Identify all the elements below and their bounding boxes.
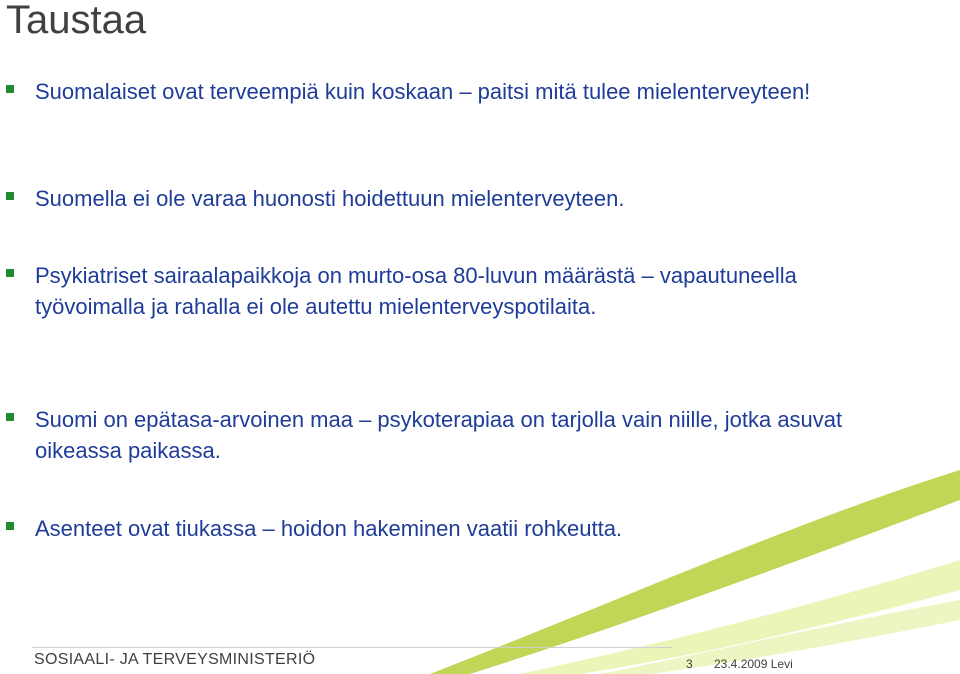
bullet-text: Suomalaiset ovat terveempiä kuin koskaan – paitsi mitä tulee mielenterveyteen! <box>35 79 811 104</box>
ministry-logo: SOSIAALI- JA TERVEYSMINISTERIÖ <box>34 651 316 668</box>
bullet-text: Psykiatriset sairaalapaikkoja on murto-osa 80-luvun määrästä – vapautuneella työvoimalla ja rahalla ei ole autettu mielenterveyspotilaita. <box>35 263 797 319</box>
slide-title: Taustaa <box>6 0 147 42</box>
bullet-text: Suomi on epätasa-arvoinen maa – psykoterapiaa on tarjolla vain niille, jotka asuvat oikeassa paikassa. <box>35 407 843 463</box>
footer-date: 23.4.2009 Levi <box>714 657 793 671</box>
bullet-text: Asenteet ovat tiukassa – hoidon hakeminen vaatii rohkeutta. <box>35 516 623 541</box>
page-number: 3 <box>686 657 693 671</box>
bullet-text: Suomella ei ole varaa huonosti hoidettuun mielenterveyteen. <box>35 186 625 211</box>
footer-divider <box>32 647 672 648</box>
